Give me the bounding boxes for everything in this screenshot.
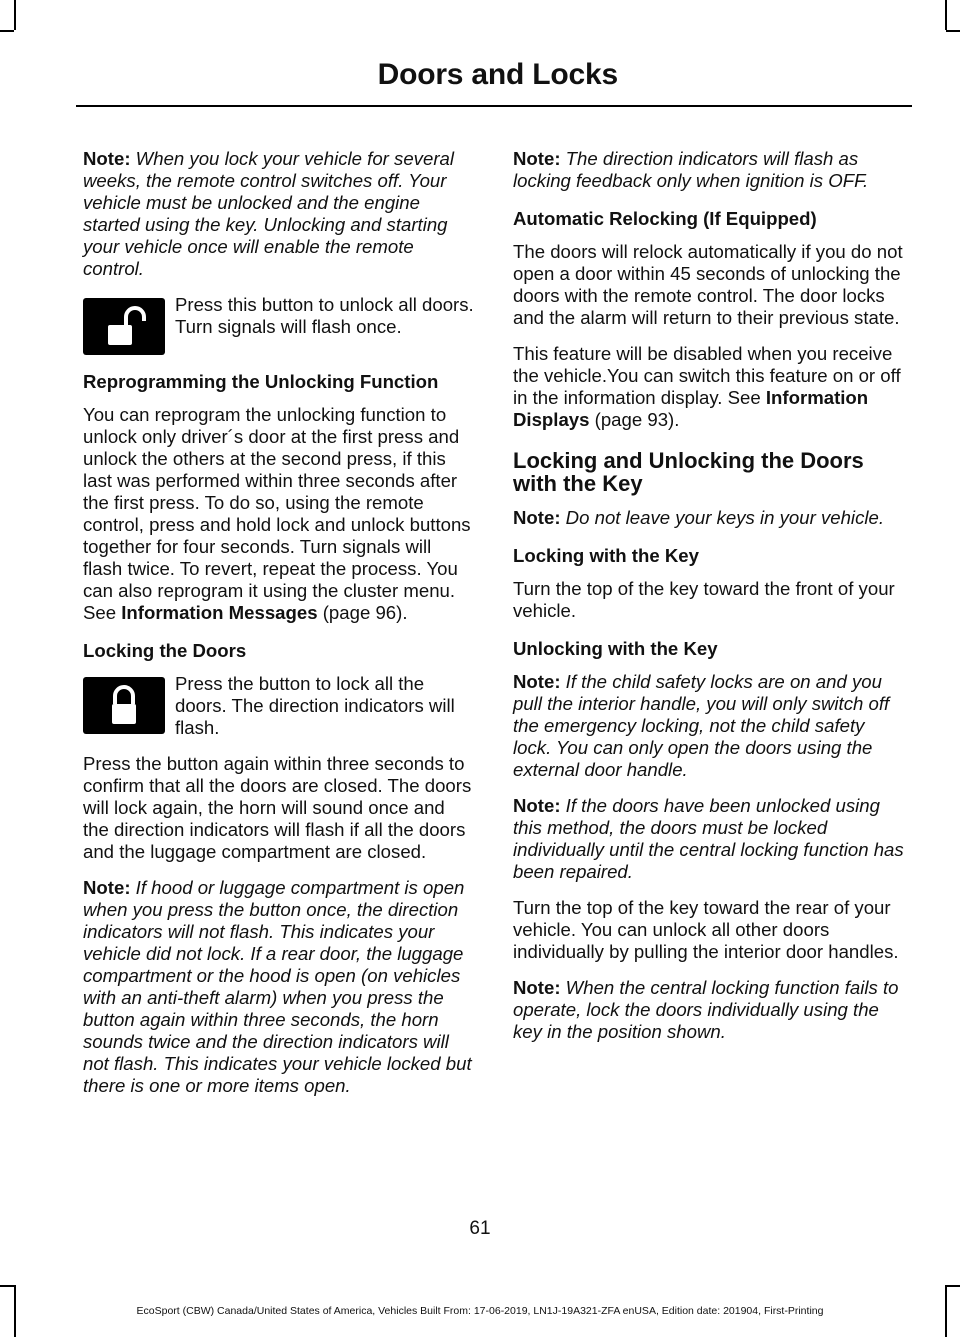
relock-paragraph: The doors will relock automatically if you do not open a door within 45 seconds of unlocking the doors with the remote control. The door locks and the alarm will return to their previous state. (513, 241, 903, 328)
heading-locking-doors: Locking the Doors (83, 640, 247, 661)
note-label: Note: (83, 877, 131, 898)
unlock-button-description: Press this button to unlock all doors. Turn signals will flash once. (175, 294, 474, 337)
lock-button-description: Press the button to lock all the doors. The direction indicators will flash. (175, 673, 455, 738)
note-label: Note: (513, 507, 561, 528)
link-information-messages[interactable]: Information Messages (121, 602, 318, 623)
lock-icon (83, 677, 165, 734)
locked-padlock-icon (96, 684, 152, 728)
note-locking-feedback (513, 148, 905, 192)
note-label: Note: (513, 977, 561, 998)
note-label: Note: (513, 148, 561, 169)
unlock-button-row (83, 294, 475, 355)
note-label: Note: (83, 148, 131, 169)
heading-reprogramming: Reprogramming the Unlocking Function (83, 371, 439, 392)
heading-locking-with-key: Locking with the Key (513, 545, 699, 566)
unlock-icon (83, 298, 165, 355)
note-hood-open (83, 877, 475, 1097)
link-information-displays[interactable]: Information Displays (513, 387, 869, 430)
reprogram-paragraph (83, 404, 475, 624)
crop-mark (946, 1285, 960, 1287)
crop-mark (946, 30, 960, 32)
crop-mark (0, 30, 14, 32)
heading-locking-with-key-section: Locking and Unlocking the Doors with the Key (513, 448, 864, 496)
page-ref: (page 96). (317, 602, 408, 623)
lock-again-paragraph: Press the button again within three seconds to confirm that all the doors are closed. The doors will lock again, the horn will sound once and the direction indicators will flash if all the doors and the luggage compartment are closed. (83, 753, 472, 862)
note-text: If the child safety locks are on and you pull the interior handle, you will only switch off the emergency locking, not the child safety lock. You can only open the doors using the external door handle. (513, 671, 890, 780)
right-column (513, 148, 905, 1057)
note-label: Note: (513, 671, 561, 692)
note-text: If hood or luggage compartment is open when you press the button once, the direction indicators will not flash. This indicates your vehicle did not lock. If a rear door, the luggage compartment or the hood is open (on vehicles with an anti-theft alarm) when you press the button again within three seconds, the horn sounds twice and the direction indicators will not flash. This indicates your vehicle locked but there is one or more items open. (83, 877, 472, 1096)
crop-mark (14, 0, 16, 30)
lock-button-row (83, 673, 475, 739)
note-text: When you lock your vehicle for several weeks, the remote control switches off. Your vehicle must be unlocked and the engine started using the key. Unlocking and starting your vehicle once will enable the remote control. (83, 148, 454, 279)
crop-mark (945, 0, 947, 30)
page-title: Doors and Locks (377, 58, 618, 91)
lockkey-paragraph: Turn the top of the key toward the front of your vehicle. (513, 578, 895, 621)
page-ref: (page 93). (589, 409, 680, 430)
unlocked-padlock-icon (96, 305, 152, 349)
note-keys (513, 507, 905, 529)
note-label: Note: (513, 795, 561, 816)
disabled-text: This feature will be disabled when you receive the vehicle.You can switch this feature on or off in the information display. See (513, 343, 901, 408)
note-text: Do not leave your keys in your vehicle. (560, 507, 884, 528)
disabled-paragraph (513, 343, 905, 431)
note-remote-switch-off (83, 148, 475, 280)
reprogram-text: You can reprogram the unlocking function to unlock only driver´s door at the first press and unlock the others at the second press, if this last was performed within three seconds after the first press. To do so, using the remote control, press and hold lock and unlock buttons together for four seconds. Turn signals will flash twice. To revert, repeat the process. You can also reprogram it using the cluster menu. See (83, 404, 471, 623)
page-number: 61 (469, 1218, 491, 1239)
heading-automatic-relocking: Automatic Relocking (If Equipped) (513, 208, 817, 229)
header-rule (76, 105, 912, 107)
note-text: When the central locking function fails to operate, lock the doors individually using the key in the position shown. (513, 977, 899, 1042)
crop-mark (0, 1285, 14, 1287)
note-child-locks (513, 671, 905, 781)
note-unlocked-method (513, 795, 905, 883)
note-text: If the doors have been unlocked using this method, the doors must be locked individually until the central locking function has been repaired. (513, 795, 904, 882)
note-text: The direction indicators will flash as locking feedback only when ignition is OFF. (513, 148, 869, 191)
note-central-locking-fails (513, 977, 905, 1043)
unlockkey-paragraph: Turn the top of the key toward the rear of your vehicle. You can unlock all other doors individually by pulling the interior door handles. (513, 897, 899, 962)
footer: EcoSport (CBW) Canada/United States of America, Vehicles Built From: 17-06-2019, LN1J-19A321-ZFA enUSA, Edition date: 201904, First-Printing (136, 1305, 824, 1317)
left-column (83, 148, 475, 1111)
heading-unlocking-with-key: Unlocking with the Key (513, 638, 718, 659)
